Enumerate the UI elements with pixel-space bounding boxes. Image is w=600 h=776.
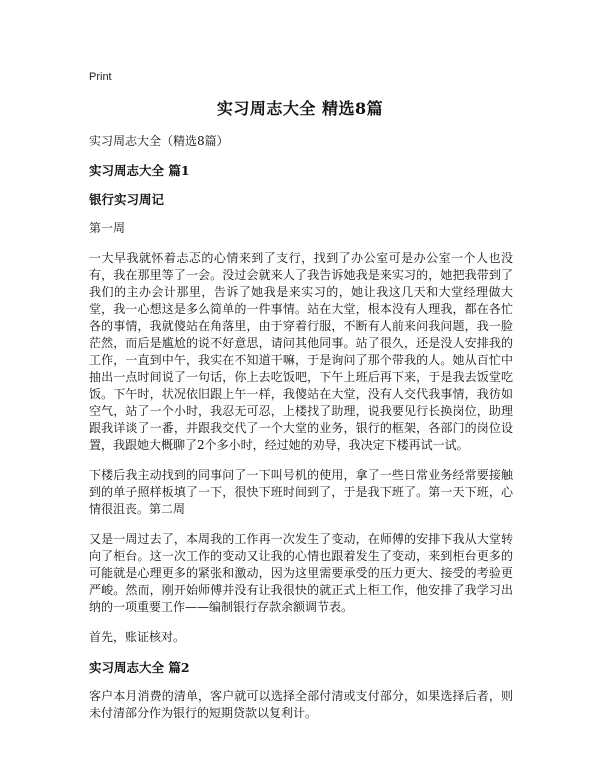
section-heading: 实习周志大全 篇2	[89, 660, 190, 675]
paragraph: 一大早我就怀着忐忑的心情来到了支行，找到了办公室可是办公室一个人也没有，我在那里等了一会。没过会就来人了我告诉她我是来实习的，她把我带到了我们的主办会计那里，告诉了她我是来实习的，她让我这几天和大堂经理做大堂，我一心想这是多么简单的一件事情。站在大堂，根本没有人理我，都在各忙各的事情，我就傻站在角落里，由于穿着行服，不断有人前来问我问题，我一脸茫然，而后是尴尬的说不好意思，请问其他同事。站了很久，还是没人安排我的工作，一直到中午，我实在不知道干嘛，于是询问了那个带我的人。她从百忙中抽出一点时间说了一句话，你上去吃饭吧，下午上班后再下来，于是我去饭堂吃饭。下午时，状况依旧跟上午一样，我傻站在大堂，没有人交代我事情，我彷如空气，站了一个小时，我忍无可忍，上楼找了助理，说我要见行长换岗位，助理跟我详谈了一番，并跟我交代了一个大堂的业务，银行的框架，各部门的岗位设置，我跟她大概聊了2个多小时，经过她的劝导，我决定下楼再试一试。	[89, 251, 513, 452]
paragraph: 客户本月消费的清单，客户就可以选择全部付清或支付部分，如果选择后者，则未付清部分作为银行的短期贷款以复利计。	[89, 689, 513, 720]
print-link[interactable]: Print	[89, 71, 112, 83]
paragraph: 第一周	[89, 221, 126, 235]
section-heading: 实习周志大全 篇1	[89, 163, 190, 178]
article-subtitle: 实习周志大全（精选8篇）	[89, 134, 229, 148]
paragraph: 下楼后我主动找到的同事问了一下叫号机的使用，拿了一些日常业务经常要接触到的单子照样板填了一下，很快下班时间到了，于是我下班了。第一天下班，心情很沮丧。第二周	[89, 468, 513, 516]
article-body	[89, 133, 513, 735]
page-title: 实习周志大全 精选8篇	[216, 99, 384, 118]
section-subheading: 银行实习周记	[89, 192, 165, 207]
section-1	[89, 162, 513, 646]
section-2	[89, 659, 513, 722]
paragraph: 首先，账证核对。	[89, 630, 186, 644]
paragraph: 又是一周过去了，本周我的工作再一次发生了变动，在师傅的安排下我从大堂转向了柜台。这一次工作的变动又让我的心情也跟着发生了变动，来到柜台更多的可能就是心理更多的紧张和激动，因为这里需要承受的压力更大、接受的考验更严峻。然而，刚开始师傅并没有让我很快的就正式上柜工作，他安排了我学习出纳的一项重要工作——编制银行存款余额调节表。	[89, 532, 513, 614]
